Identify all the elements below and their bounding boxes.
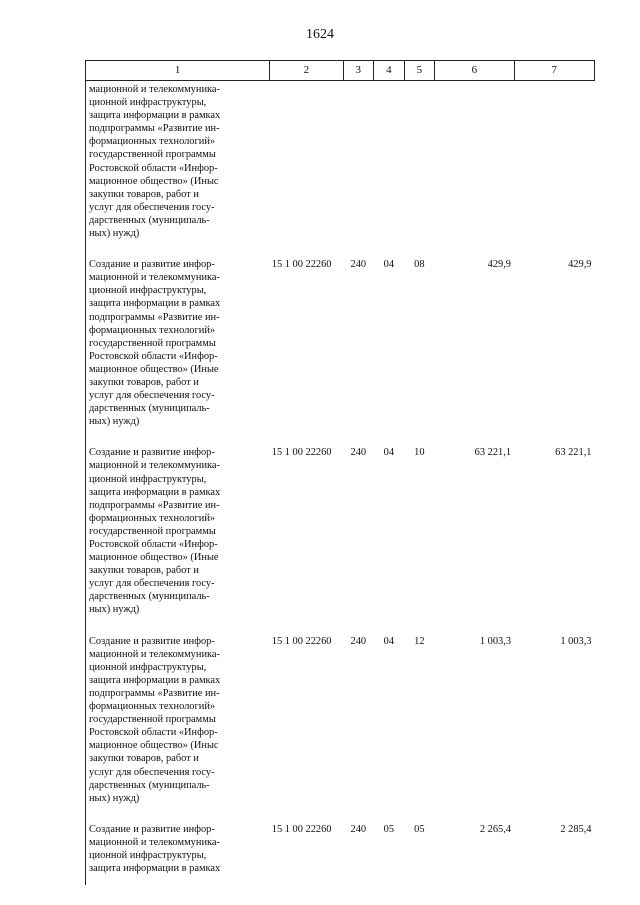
description-line: защита информации в рамках	[89, 674, 221, 686]
description-line: защита информации в рамках	[89, 298, 221, 310]
description-line: Создание и развитие инфор-	[89, 447, 215, 459]
description-line: государственной программы	[89, 337, 216, 349]
table-row	[86, 627, 595, 815]
row-amount-2: 429,9	[568, 259, 592, 271]
row-amount-1: 429,9	[487, 259, 512, 271]
header-row	[86, 61, 595, 81]
row-expense-type: 240	[350, 447, 367, 459]
row-section: 04	[383, 635, 395, 647]
description-line: мационной и телекоммуника-	[89, 84, 220, 95]
table-row	[86, 250, 595, 438]
header-col-6: 6	[435, 61, 514, 81]
description-line: Создание и развитие инфор-	[89, 823, 215, 835]
row-amount-1: 63 221,1	[474, 447, 512, 459]
header-col-5: 5	[404, 61, 435, 81]
description-line: защита информации в рамках	[89, 863, 221, 875]
description-line: ционной инфраструктуры,	[89, 285, 207, 297]
row-description	[86, 815, 270, 885]
row-section: 04	[383, 259, 395, 271]
description-line: мационное общество» (Иные	[89, 363, 219, 375]
description-line: формационных технологий»	[89, 512, 216, 524]
description-line: формационных технологий»	[89, 701, 216, 713]
row-expense-type: 240	[350, 635, 367, 647]
description-line: закупки товаров, работ и	[89, 376, 199, 388]
description-line: ционной инфраструктуры,	[89, 97, 207, 109]
header-col-3: 3	[343, 61, 374, 81]
description-line: подпрограммы «Развитие ин-	[89, 311, 220, 323]
description-line: защита информации в рамках	[89, 486, 221, 498]
row-amount-1: 1 003,3	[479, 635, 512, 647]
row-subsection: 10	[414, 447, 425, 459]
description-line: государственной программы	[89, 149, 216, 161]
description-line: дарственных (муниципаль-	[89, 591, 210, 603]
header-col-2: 2	[270, 61, 343, 81]
description-line: мационной и телекоммуника-	[89, 460, 220, 472]
description-line: ных) нужд)	[89, 416, 140, 428]
row-expense-type: 240	[350, 823, 367, 835]
description-line: закупки товаров, работ и	[89, 188, 199, 200]
row-section: 05	[383, 823, 395, 835]
row-subsection: 08	[414, 259, 425, 271]
description-line: Ростовской области «Инфор-	[89, 727, 218, 739]
description-line: защита информации в рамках	[89, 110, 221, 122]
budget-table	[85, 60, 595, 885]
description-line: ционной инфраструктуры,	[89, 473, 207, 485]
description-line: дарственных (муниципаль-	[89, 779, 210, 791]
description-line: мационной и телекоммуника-	[89, 272, 220, 284]
description-line: формационных технологий»	[89, 324, 216, 336]
header-col-7: 7	[514, 61, 594, 81]
header-col-4: 4	[374, 61, 405, 81]
description-line: мационное общество» (Иныс	[89, 175, 219, 187]
row-code: 15 1 00 22260	[271, 823, 332, 835]
table-row	[86, 815, 595, 885]
description-line: мационной и телекоммуника-	[89, 648, 220, 660]
description-line: услуг для обеспечения госу-	[89, 390, 215, 402]
description-line: услуг для обеспечения госу-	[89, 201, 215, 213]
description-line: ционной инфраструктуры,	[89, 849, 207, 861]
description-line: ных) нужд)	[89, 228, 140, 240]
description-line: государственной программы	[89, 714, 216, 726]
row-description	[86, 627, 270, 815]
description-line: Ростовской области «Инфор-	[89, 539, 218, 550]
row-code: 15 1 00 22260	[271, 635, 332, 647]
description-line: мационное общество» (Иные	[89, 552, 219, 564]
description-line: мационной и телекоммуника-	[89, 836, 220, 848]
row-code: 15 1 00 22260	[271, 447, 332, 459]
row-subsection: 12	[414, 635, 425, 647]
description-line: Создание и развитие инфор-	[89, 259, 215, 271]
description-line: ционной инфраструктуры,	[89, 661, 207, 673]
description-line: ных) нужд)	[89, 604, 140, 616]
description-line: Ростовской области «Инфор-	[89, 350, 218, 362]
description-line: ных) нужд)	[89, 792, 140, 804]
row-expense-type: 240	[350, 259, 367, 271]
row-subsection: 05	[414, 823, 425, 835]
description-line: закупки товаров, работ и	[89, 565, 199, 577]
description-line: дарственных (муниципаль-	[89, 214, 210, 226]
continuation-description	[86, 81, 270, 251]
description-line: государственной программы	[89, 525, 216, 537]
description-line: Создание и развитие инфор-	[89, 635, 215, 647]
row-description	[86, 250, 270, 438]
row-description	[86, 438, 270, 626]
description-line: услуг для обеспечения госу-	[89, 766, 215, 778]
page-number: 1624	[306, 27, 334, 42]
description-line: мационное общество» (Иныс	[89, 740, 219, 752]
row-amount-2: 1 003,3	[560, 635, 592, 647]
continuation-row	[86, 81, 595, 251]
row-section: 04	[383, 447, 395, 459]
description-line: дарственных (муниципаль-	[89, 403, 210, 415]
row-amount-2: 63 221,1	[555, 447, 592, 459]
row-code: 15 1 00 22260	[271, 259, 332, 271]
description-line: Ростовской области «Инфор-	[89, 162, 218, 174]
description-line: услуг для обеспечения госу-	[89, 578, 215, 590]
table-row	[86, 438, 595, 626]
description-line: подпрограммы «Развитие ин-	[89, 499, 220, 511]
row-amount-1: 2 265,4	[479, 823, 512, 835]
header-col-1: 1	[86, 61, 270, 81]
description-line: подпрограммы «Развитие ин-	[89, 687, 220, 699]
description-line: формационных технологий»	[89, 136, 216, 148]
row-amount-2: 2 285,4	[560, 823, 592, 835]
description-line: закупки товаров, работ и	[89, 753, 199, 765]
description-line: подпрограммы «Развитие ин-	[89, 123, 220, 135]
